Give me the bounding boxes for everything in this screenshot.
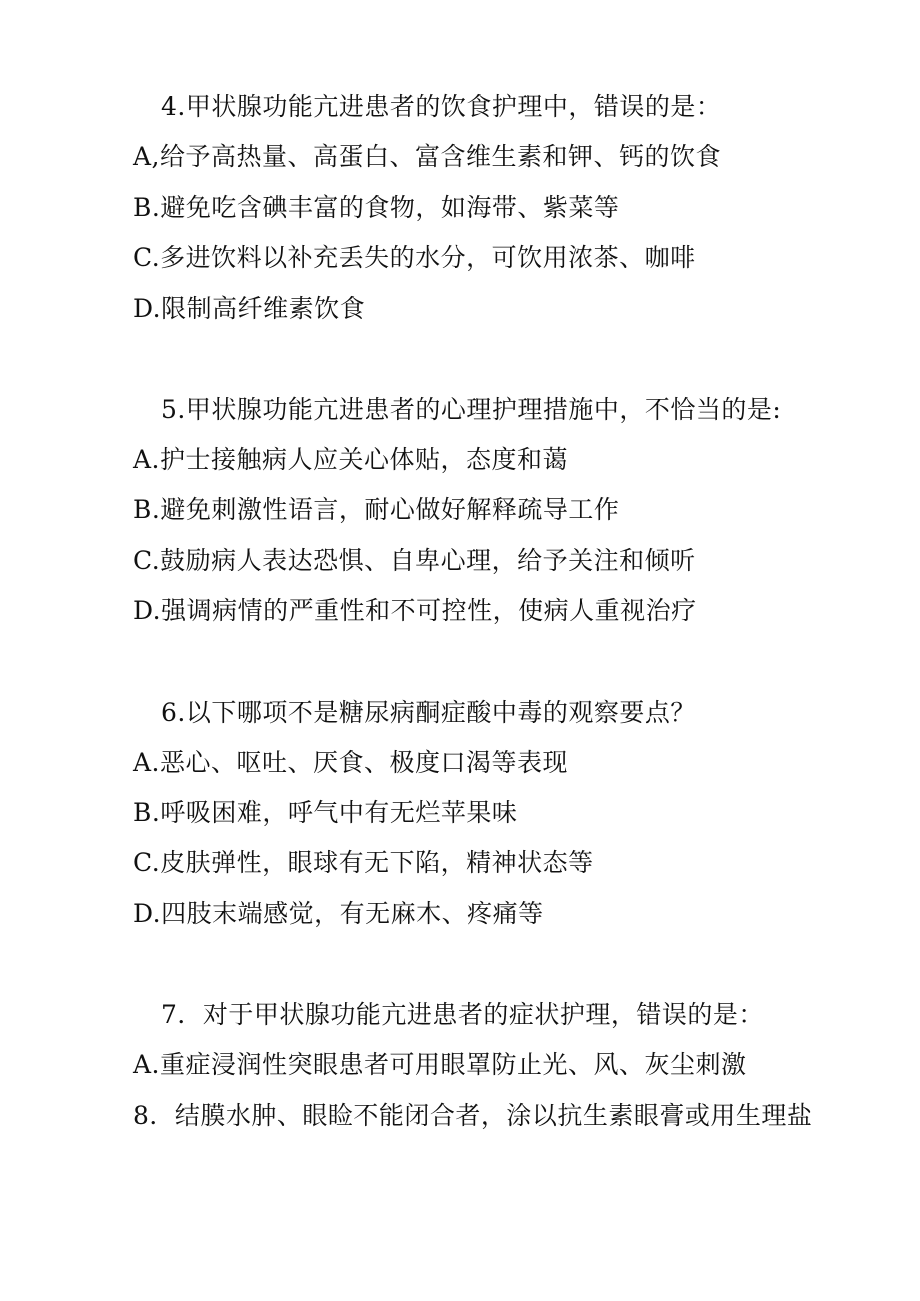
question-5-option-b: B.避免刺激性语言，耐心做好解释疏导工作: [133, 495, 620, 524]
question-7-line-8: 8．结膜水肿、眼睑不能闭合者，涂以抗生素眼膏或用生理盐: [133, 1101, 813, 1130]
question-4-option-d: D.限制高纤维素饮食: [133, 294, 366, 323]
question-4-option-b: B.避免吃含碘丰富的食物，如海带、紫菜等: [133, 193, 620, 222]
question-6-stem: 6.以下哪项不是糖尿病酮症酸中毒的观察要点？: [161, 698, 696, 727]
question-4-option-a: A,给予高热量、高蛋白、富含维生素和钾、钙的饮食: [133, 142, 722, 171]
question-5-option-a: A.护士接触病人应关心体贴，态度和蔼: [133, 445, 569, 474]
question-7-option-a: A.重症浸润性突眼患者可用眼罩防止光、风、灰尘刺激: [133, 1050, 747, 1079]
question-5-option-c: C.鼓励病人表达恐惧、自卑心理，给予关注和倾听: [133, 546, 696, 575]
question-5-option-d: D.强调病情的严重性和不可控性，使病人重视治疗: [133, 596, 697, 625]
question-5-stem: 5.甲状腺功能亢进患者的心理护理措施中，不恰当的是:: [161, 395, 782, 424]
question-6-option-a: A.恶心、呕吐、厌食、极度口渴等表现: [133, 748, 569, 777]
question-7-stem: 7．对于甲状腺功能亢进患者的症状护理，错误的是：: [161, 1000, 764, 1029]
question-6-option-c: C.皮肤弹性，眼球有无下陷，精神状态等: [133, 848, 594, 877]
question-6-option-b: B.呼吸困难，呼气中有无烂苹果味: [133, 798, 518, 827]
question-4-option-c: C.多进饮料以补充丢失的水分，可饮用浓茶、咖啡: [133, 243, 696, 272]
question-6-option-d: D.四肢末端感觉，有无麻木、疼痛等: [133, 899, 544, 928]
question-4-stem: 4.甲状腺功能亢进患者的饮食护理中，错误的是：: [161, 92, 722, 121]
